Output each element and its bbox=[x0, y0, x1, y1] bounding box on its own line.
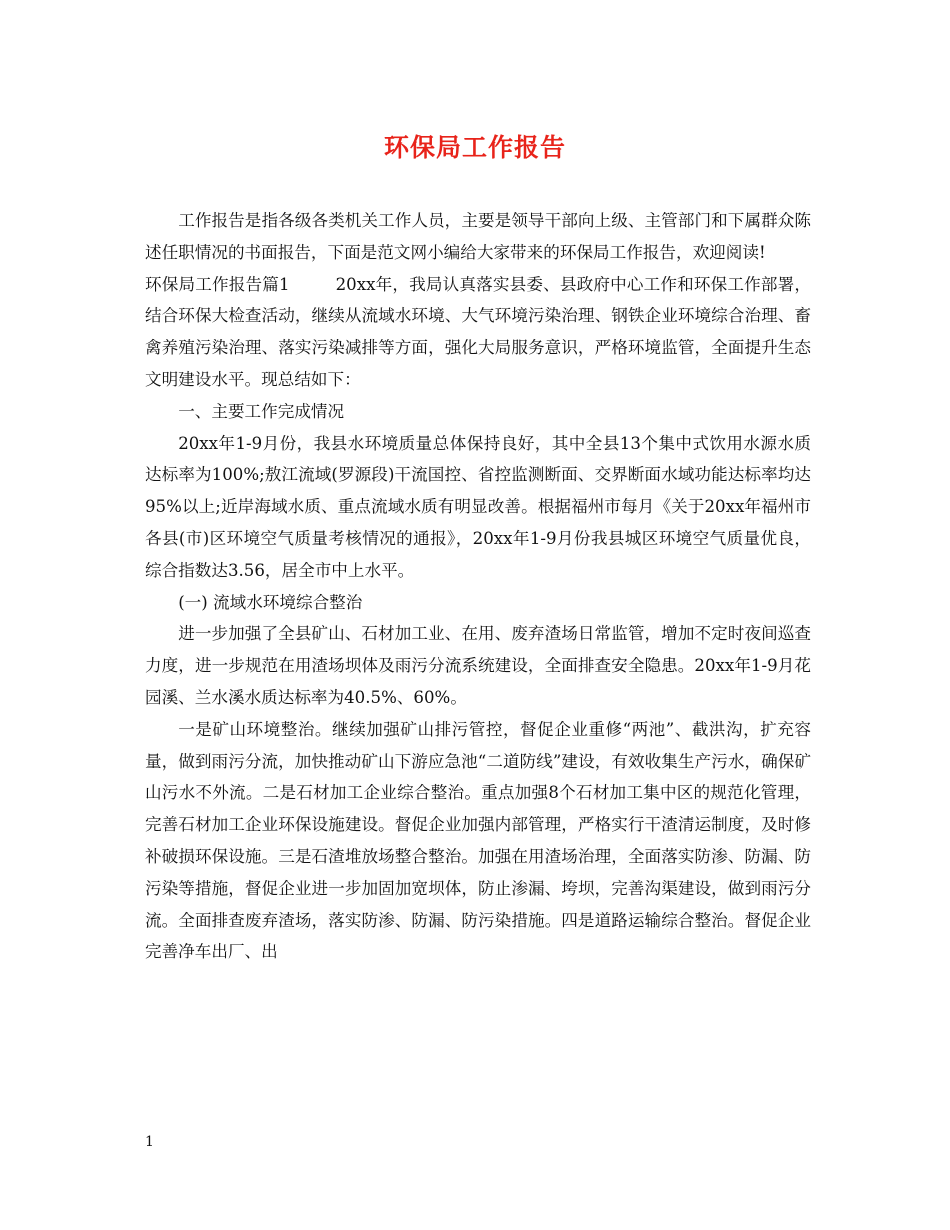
supervision-paragraph: 进一步加强了全县矿山、石材加工业、在用、废弃渣场日常监管，增加不定时夜间巡查力度，进一步规范在用渣场坝体及雨污分流系统建设，全面排查安全隐患。20xx年1-9月花园溪、兰水溪水质达标率为40.5%、60%。 bbox=[145, 624, 811, 707]
section-paragraph bbox=[145, 269, 811, 396]
page-number: 1 bbox=[145, 1134, 154, 1150]
heading-watershed: (一) 流域水环境综合整治 bbox=[178, 592, 363, 612]
measures-paragraph: 一是矿山环境整治。继续加强矿山排污管控，督促企业重修“两池”、截洪沟，扩充容量，做到雨污分流，加快推动矿山下游应急池“二道防线”建设，有效收集生产污水，确保矿山污水不外流。二是石材加工企业综合整治。重点加强8个石材加工集中区的规范化管理，完善石材加工企业环保设施建设。督促企业加强内部管理，严格实行干渣清运制度，及时修补破损环保设施。三是石渣堆放场整合整治。加强在用渣场治理，全面落实防渗、防漏、防污染等措施，督促企业进一步加固加宽坝体，防止渗漏、垮坝，完善沟渠建设，做到雨污分流。全面排查废弃渣场，落实防渗、防漏、防污染措施。四是道路运输综合整治。督促企业完善净车出厂、出 bbox=[145, 719, 811, 962]
document-body bbox=[145, 205, 811, 968]
section-text: 20xx年，我局认真落实县委、县政府中心工作和环保工作部署，结合环保大检查活动，继续从流域水环境、大气环境污染治理、钢铁企业环境综合治理、畜禽养殖污染治理、落实污染减排等方面，强化大局服务意识，严格环境监管，全面提升生态文明建设水平。现总结如下： bbox=[145, 274, 811, 389]
intro-paragraph: 工作报告是指各级各类机关工作人员，主要是领导干部向上级、主管部门和下属群众陈述任职情况的书面报告，下面是范文网小编给大家带来的环保局工作报告，欢迎阅读! bbox=[145, 211, 811, 262]
heading-main-work: 一、主要工作完成情况 bbox=[178, 401, 345, 421]
section-label: 环保局工作报告篇1 bbox=[145, 274, 290, 294]
water-quality-paragraph: 20xx年1-9月份，我县水环境质量总体保持良好，其中全县13个集中式饮用水源水质达标率为100%;敖江流域(罗源段)干流国控、省控监测断面、交界断面水域功能达标率均达95%以上;近岸海域水质、重点流域水质有明显改善。根据福州市每月《关于20xx年福州市各县(市)区环境空气质量考核情况的通报》，20xx年1-9月份我县城区环境空气质量优良，综合指数达3.56，居全市中上水平。 bbox=[145, 433, 811, 580]
document-title: 环保局工作报告 bbox=[383, 133, 566, 162]
